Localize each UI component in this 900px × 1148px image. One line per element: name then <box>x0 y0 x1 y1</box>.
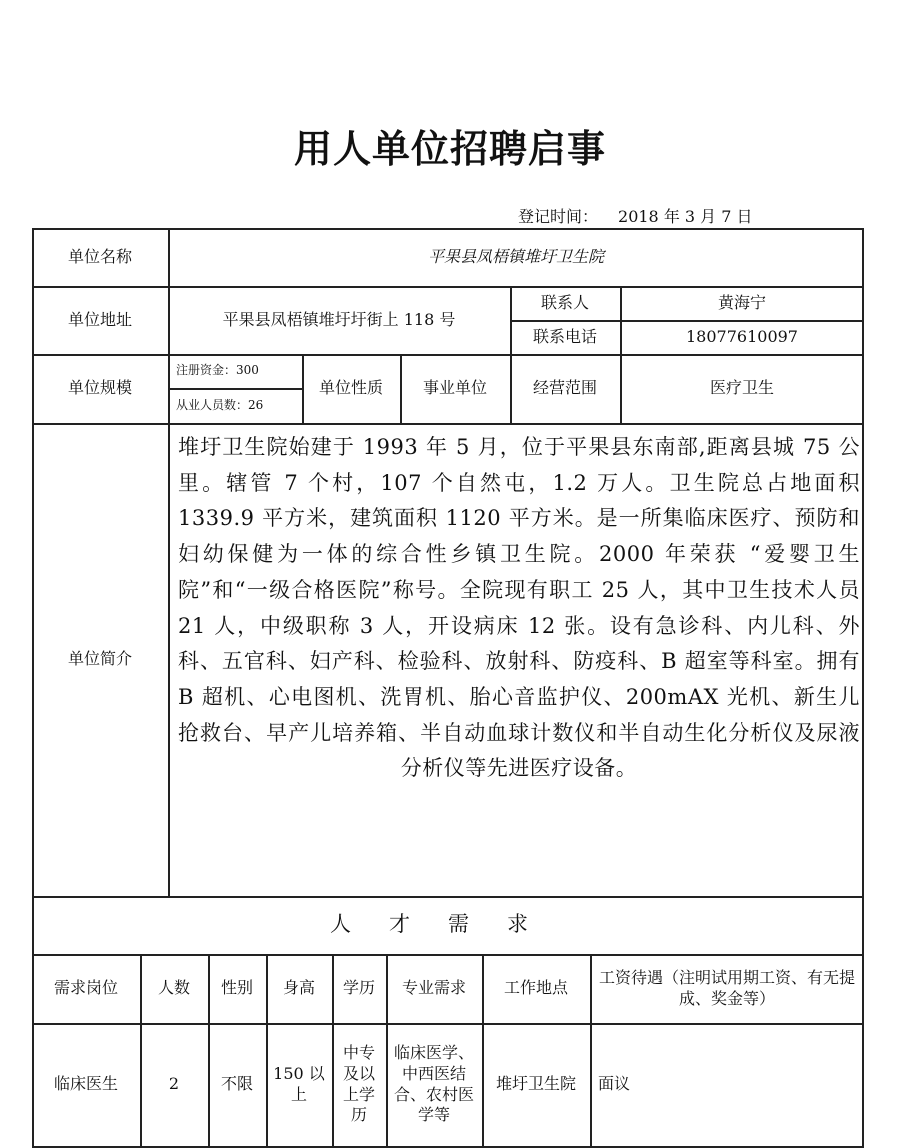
talent-heading: 人才需求 <box>330 912 566 937</box>
col-location: 工作地点 <box>503 978 568 998</box>
col-count: 人数 <box>157 978 190 998</box>
row-count: 2 <box>168 1074 180 1094</box>
row-position: 临床医生 <box>53 1074 118 1094</box>
col-height: 身高 <box>282 978 315 998</box>
staff-count: 从业人员数：26 <box>176 397 264 412</box>
registration-date <box>518 204 753 227</box>
contact-label: 联系人 <box>540 292 589 312</box>
col-major: 专业需求 <box>401 978 466 998</box>
row-gender: 不限 <box>220 1074 253 1094</box>
page-title: 用人单位招聘启事 <box>293 126 606 171</box>
row-major: 临床医学、中西医结合、农村医学等 <box>394 1042 475 1125</box>
row-education: 中专及以上学历 <box>342 1042 375 1125</box>
row-salary: 面议 <box>598 1074 631 1094</box>
business-scope-value: 医疗卫生 <box>709 378 774 398</box>
col-education: 学历 <box>342 978 375 998</box>
business-scope-label: 经营范围 <box>532 378 597 398</box>
contact-value: 黄海宁 <box>717 292 766 312</box>
unit-scale-label: 单位规模 <box>67 378 132 398</box>
registration-label: 登记时间： <box>518 207 599 226</box>
unit-nature-label: 单位性质 <box>318 378 383 398</box>
phone-label: 联系电话 <box>532 326 597 346</box>
row-height: 150 以上 <box>273 1063 325 1104</box>
talent-heading-cell <box>32 896 864 954</box>
unit-name-value: 平果县凤梧镇堆圩卫生院 <box>427 246 604 266</box>
col-position: 需求岗位 <box>53 978 118 998</box>
col-gender: 性别 <box>220 978 253 998</box>
unit-address-label: 单位地址 <box>67 309 132 329</box>
registration-value: 2018 年 3 月 7 日 <box>618 207 753 226</box>
unit-address-value: 平果县凤梧镇堆圩圩街上 118 号 <box>222 309 456 329</box>
unit-intro-text: 堆圩卫生院始建于 1993 年 5 月，位于平果县东南部,距离县城 75 公里。辖管 7 个村，107 个自然屯，1.2 万人。卫生院总占地面积 1339.9 平方米，建筑面积 1120 平方米。是一所集临床医疗、预防和妇幼保健为一体的综合性乡镇卫生院。2000 年荣获 “爱婴卫生院”和“一级合格医院”称号。全院现有职工 25 人，其中卫生技术人员 21 人，中级职称 3 人，开设病床 12 张。设有急诊科、内儿科、外科、五官科、妇产科、检验科、放射科、防疫科、B 超室等科室。拥有 B 超机、心电图机、洗胃机、胎心音监护仪、200mAX 光机、新生儿抢救台、早产儿培养箱、半自动血球计数仪和半自动生化分析仪及尿液分析仪等先进医疗设备。 <box>178 435 860 781</box>
col-salary: 工资待遇（注明试用期工资、有无提成、奖金等） <box>598 967 855 1008</box>
unit-name-label: 单位名称 <box>67 246 132 266</box>
phone-value: 18077610097 <box>686 326 798 346</box>
unit-nature-value: 事业单位 <box>422 378 487 398</box>
unit-intro-label: 单位简介 <box>67 649 132 669</box>
row-location: 堆圩卫生院 <box>495 1074 576 1094</box>
registered-capital: 注册资金：300 <box>176 363 259 378</box>
